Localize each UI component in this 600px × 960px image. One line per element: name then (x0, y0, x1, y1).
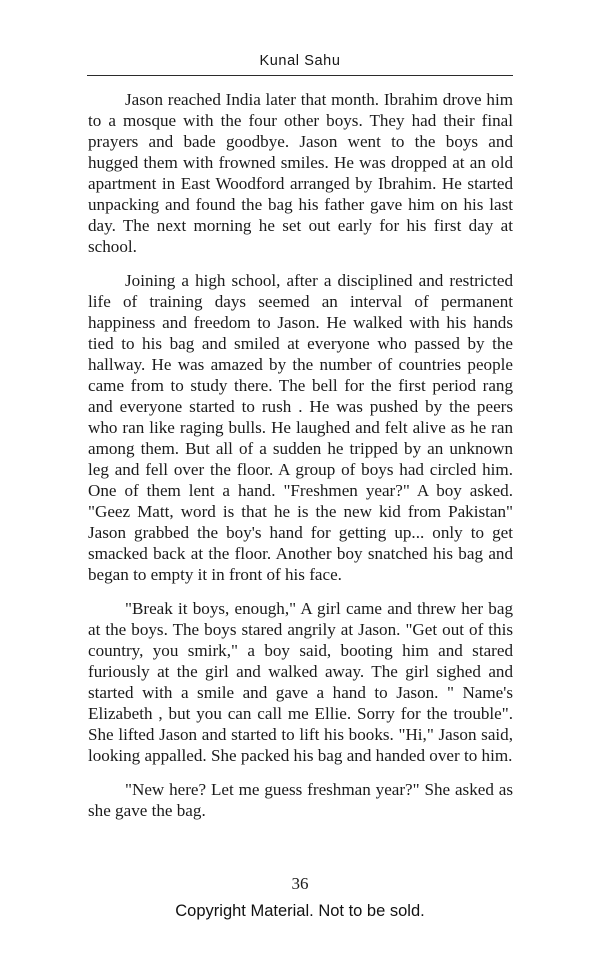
author-name: Kunal Sahu (259, 53, 341, 69)
paragraph: "New here? Let me guess freshman year?" She asked as she gave the bag. (88, 780, 513, 820)
header-rule (87, 75, 513, 76)
page-footer (0, 874, 600, 921)
paragraph: Joining a high school, after a disciplined and restricted life of training days seemed an interval of permanent happiness and freedom to Jason. He walked with his hands tied to his bag and smiled at everyone who passed by the hallway. He was amazed by the number of countries people came from to study there. The bell for the first period rang and everyone started to rush . He was pushed by the peers who ran like raging bulls. He laughed and felt alive as he ran among them. But all of a sudden he tripped by an unknown leg and fell over the floor. A group of boys had circled him. One of them lent a hand. "Freshmen year?" A boy asked. "Geez Matt, word is that he is the new kid from Pakistan" Jason grabbed the boy's hand for getting up... only to get smacked back at the floor. Another boy snatched his bag and began to empty it in front of his face. (88, 271, 513, 584)
paragraph: Jason reached India later that month. Ibrahim drove him to a mosque with the four other boys. They had their final prayers and bade goodbye. Jason went to the boys and hugged them with frowned smiles. He was dropped at an old apartment in East Woodford arranged by Ibrahim. He started unpacking and found the bag his father gave him on his last day. The next morning he set out early for his first day at school. (88, 90, 513, 256)
body-text (88, 89, 513, 821)
running-header (0, 0, 600, 69)
paragraph: "Break it boys, enough," A girl came and threw her bag at the boys. The boys stared angrily at Jason. "Get out of this country, you smirk," a boy said, booting him and stared furiously at the girl and walked away. The girl sighed and started with a smile and gave a hand to Jason. " Name's Elizabeth , but you can call me Ellie. Sorry for the trouble". She lifted Jason and started to lift his books. "Hi," Jason said, looking appalled. She packed his bag and handed over to him. (88, 599, 513, 765)
copyright-notice: Copyright Material. Not to be sold. (175, 902, 425, 920)
page-number: 36 (291, 874, 309, 893)
